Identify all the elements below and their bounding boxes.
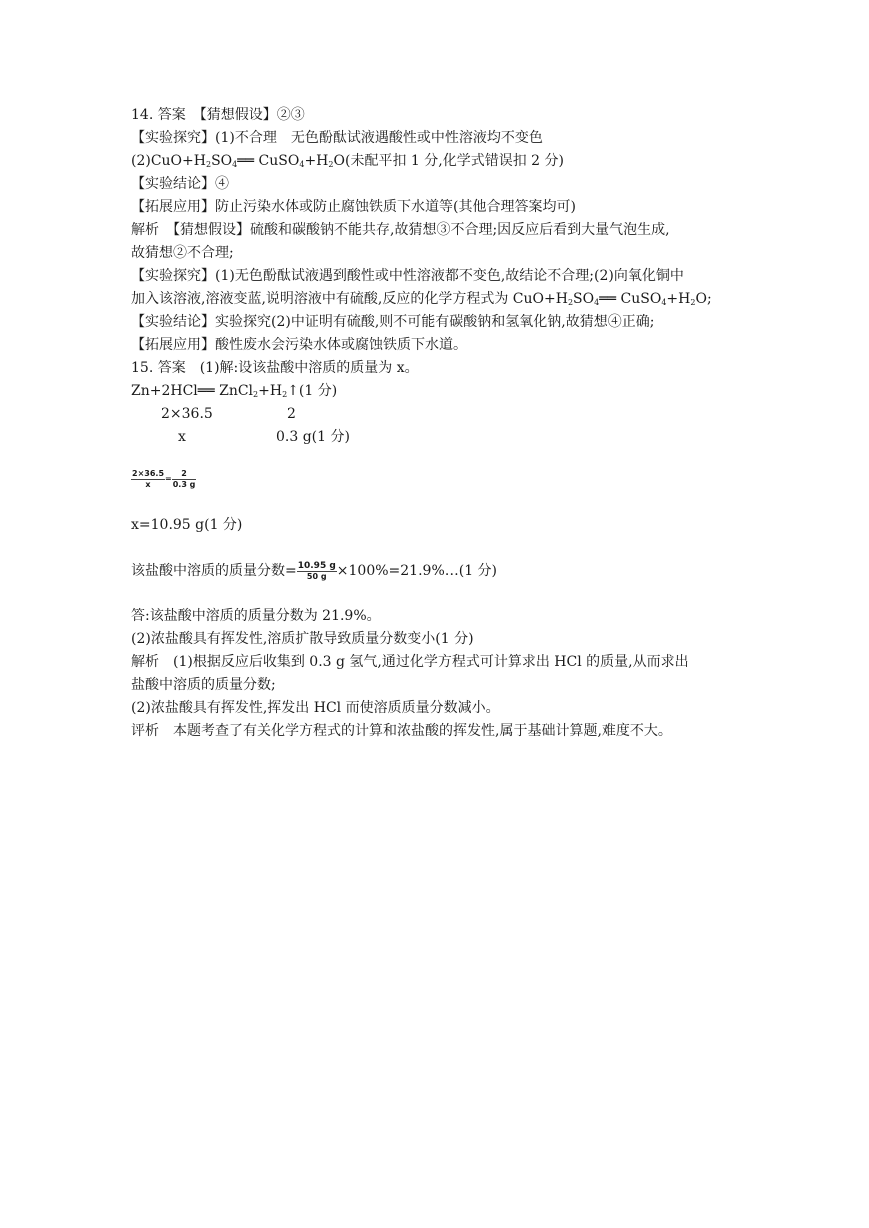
unknown-right: 0.3 g(1 分) [276, 429, 350, 445]
ratio-left: 2×36.5 [161, 406, 213, 422]
unknown-left: x [178, 429, 186, 445]
q15-analysis-line-3: (2)浓盐酸具有挥发性,挥发出 HCl 而使溶质质量分数减小。 [131, 700, 500, 716]
q15-unknown-line [178, 427, 350, 447]
q14-analysis-line-3: 【实验探究】(1)无色酚酞试液遇到酸性或中性溶液都不变色,故结论不合理;(2)向氧化铜中 [131, 268, 684, 284]
q15-analysis-line-1: 解析 (1)根据反应后收集到 0.3 g 氢气,通过化学方程式可计算求出 HCl 的质量,从而求出 [131, 654, 689, 670]
q14-heading: 14. 答案 【猜想假设】②③ [131, 107, 305, 123]
q15-ratio-line [161, 404, 296, 424]
q14-analysis-line-5: 【实验结论】实验探究(2)中证明有硫酸,则不可能有碳酸钠和氢氧化钠,故猜想④正确; [131, 314, 655, 330]
q14-conclusion-answer: 【实验结论】④ [131, 176, 229, 192]
q15-part2-answer: (2)浓盐酸具有挥发性,溶质扩散导致质量分数变小(1 分) [131, 631, 474, 647]
q14-analysis-line-4: 加入该溶液,溶液变蓝,说明溶液中有硫酸,反应的化学方程式为 $CuO+H_2SO_4══$ $CuSO_4+H_2O$; [131, 291, 712, 307]
q15-analysis-line-2: 盐酸中溶质的质量分数; [131, 677, 276, 693]
q15-x-value: x=10.95 g(1 分) [131, 517, 243, 533]
q15-heading: 15. 答案 (1)解:设该盐酸中溶质的质量为 x。 [131, 360, 419, 376]
q14-analysis-line-1: 解析 【猜想假设】硫酸和碳酸钠不能共存,故猜想③不合理;因反应后看到大量气泡生成, [131, 222, 670, 238]
ratio-right: 2 [287, 406, 296, 422]
q14-explore-answer: 【实验探究】(1)不合理 无色酚酞试液遇酸性或中性溶液均不变色 [131, 130, 543, 146]
proportion-equals: = [165, 474, 172, 483]
q15-reaction-equation: Zn+2HCl══ $ZnCl_2+H_2↑(1$ 分) [131, 383, 338, 399]
q14-equation-answer: $(2)CuO+H_2SO_4══$ $CuSO_4+H_2O$(未配平扣 1 分,化学式错误扣 2 分) [131, 153, 564, 169]
proportion-left-fraction: $\frac{2\times 36.5}{x}$ [132, 468, 165, 489]
q15-answer-statement: 答:该盐酸中溶质的质量分数为 21.9%。 [131, 608, 381, 624]
proportion-right-fraction: $\frac{2}{0.3 g}$ [172, 468, 196, 489]
q14-analysis-line-2: 故猜想②不合理; [131, 245, 234, 261]
q14-application-answer: 【拓展应用】防止污染水体或防止腐蚀铁质下水道等(其他合理答案均可) [131, 199, 576, 215]
q15-comment: 评析 本题考查了有关化学方程式的计算和浓盐酸的挥发性,属于基础计算题,难度不大。 [131, 723, 672, 739]
q15-proportion [131, 464, 196, 494]
q15-mass-fraction: 该盐酸中溶质的质量分数= $\frac{10.95 g}{50 g}$ ×100%=21.9%…(1 分) [131, 560, 498, 581]
mass-fraction-fraction: $\frac{10.95 g}{50 g}$ [297, 560, 336, 581]
q14-analysis-line-6: 【拓展应用】酸性废水会污染水体或腐蚀铁质下水道。 [131, 337, 467, 353]
